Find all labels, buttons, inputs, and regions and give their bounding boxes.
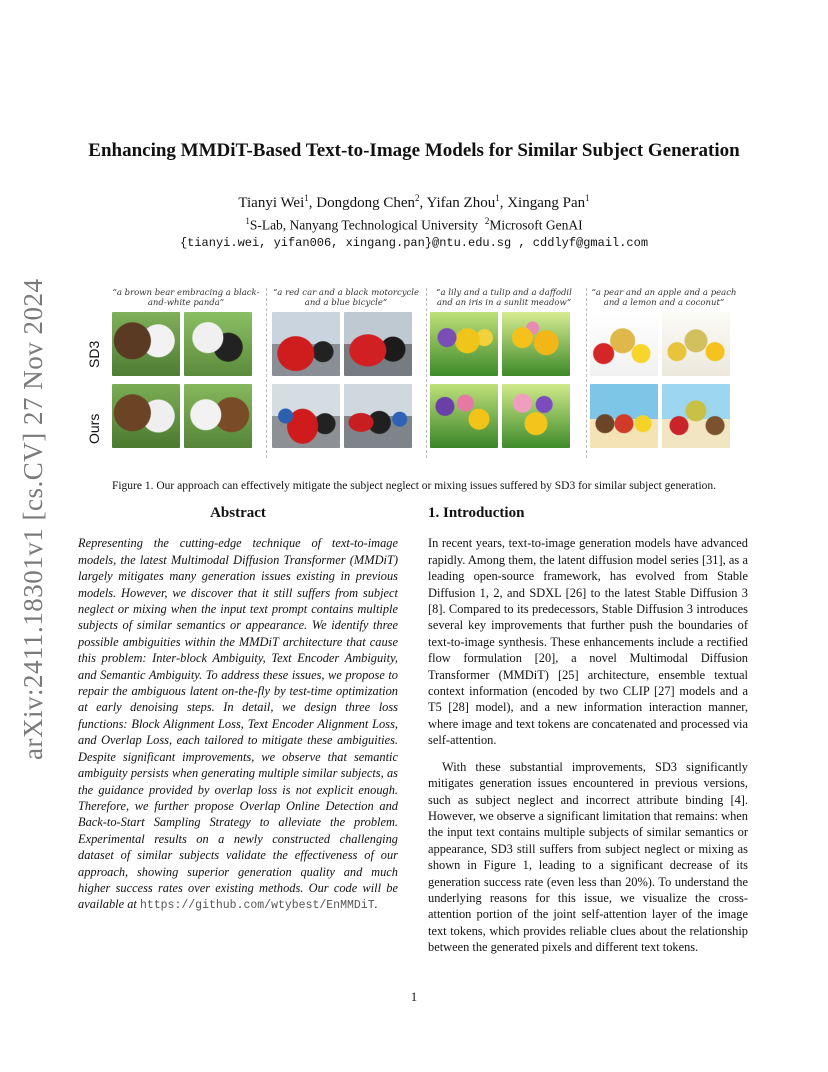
- generated-image: [430, 312, 498, 376]
- prompt-text: “a lily and a tulip and a daffodil and an iris in a sunlit meadow”: [436, 288, 572, 308]
- arxiv-identifier: arXiv:2411.18301v1 [cs.CV] 27 Nov 2024: [18, 278, 48, 760]
- prompt-text: “a brown bear embracing a black-and-white panda”: [112, 288, 260, 308]
- email-list: {tianyi.wei, yifan006, xingang.pan}@ntu.edu.sg , cddlyf@gmail.com: [179, 236, 649, 250]
- abstract-section: [78, 505, 398, 925]
- introduction-section: [428, 505, 748, 966]
- row-label-sd3: SD3: [86, 340, 102, 368]
- abstract-heading: Abstract: [210, 505, 266, 521]
- affiliation: Microsoft GenAI: [489, 217, 583, 233]
- figure-group-flowers: [430, 288, 578, 456]
- figure-caption: Figure 1. Our approach can effectively mitigate the subject neglect or mixing issues suffered by SD3 for similar subject generation.: [111, 480, 717, 492]
- prompt-text: “a red car and a black motorcycle and a blue bicycle”: [272, 288, 420, 308]
- figure-group-fruits: [590, 288, 738, 456]
- row-label-ours: Ours: [86, 413, 102, 444]
- generated-image: [272, 312, 340, 376]
- figure-1: [82, 288, 750, 464]
- figure-divider: [586, 288, 587, 458]
- generated-image: [502, 312, 570, 376]
- paragraph: In recent years, text-to-image generation models have advanced rapidly. Among them, the latent diffusion model series [31], as a leading open-source framework, has evolved from Stable Diffusion 1, 2, and SDXL [26] to the latest Stable Diffusion 3 [8]. Compared to its predecessors, Stable Diffusion 3 introduces several key improvements that further push the boundaries of text-to-image synthesis. These enhancements include a rectified flow formulation [20], a novel Multimodal Diffusion Transformer (MMDiT) [25] architecture, ensemble textual context information (encoded by two CLIP [27] models and a T5 [28] model), and a new information interaction manner, where image and text tokens are concatenated and processed via self-attention.: [428, 536, 748, 748]
- prompt-text: “a pear and an apple and a peach and a lemon and a coconut”: [591, 288, 737, 308]
- generated-image: [112, 384, 180, 448]
- generated-image: [662, 312, 730, 376]
- author-name: Xingang Pan: [507, 195, 586, 211]
- affiliation: S-Lab, Nanyang Technological University: [249, 217, 479, 233]
- generated-image: [590, 384, 658, 448]
- author-name: Yifan Zhou: [426, 195, 496, 211]
- generated-image: [112, 312, 180, 376]
- generated-image: [590, 312, 658, 376]
- figure-divider: [266, 288, 267, 458]
- paper-title: Enhancing MMDiT-Based Text-to-Image Models for Similar Subject Generation: [88, 140, 740, 161]
- generated-image: [272, 384, 340, 448]
- figure-group-bear-panda: [112, 288, 260, 456]
- page-number: 1: [410, 990, 418, 1004]
- generated-image: [430, 384, 498, 448]
- generated-image: [662, 384, 730, 448]
- generated-image: [502, 384, 570, 448]
- generated-image: [344, 384, 412, 448]
- abstract-text: Representing the cutting-edge technique of text-to-image models, the latest Multimodal Diffusion Transformer (MMDiT) largely mitigates many generation issues existing in previous models. However, we discover that it still suffers from subject neglect or mixing when the input text prompt contains multiple subjects of similar semantics or appearance. We identify three possible ambiguities within the MMDiT architecture that cause this problem: Inter-block Ambiguity, Text Encoder Ambiguity, and Semantic Ambiguity. To address these issues, we propose to repair the ambiguous latent on-the-fly by test-time optimization at early denoising steps. In detail, we design three loss functions: Block Alignment Loss, Text Encoder Alignment Loss, and Overlap Loss, each tailored to mitigate these ambiguities. Despite significant improvements, we observe that semantic ambiguity persists when generating multiple similar subjects, as the guidance provided by overlap loss is not explicit enough. Therefore, we further propose Overlap Online Detection and Back-to-Start Sampling Strategy to alleviate the problem. Experimental results on a newly constructed challenging dataset of similar subjects validate the effectiveness of our approach, showing superior generation quality and much higher success rates over existing methods. Our code will be available at https://github.com/wtybest/EnMMDiT.: [78, 536, 398, 913]
- affiliations: $^1$S-Lab, Nanyang Technological University $^2$Microsoft GenAI: [245, 216, 583, 233]
- generated-image: [184, 312, 252, 376]
- author-list: Tianyi Wei$^1$, Dongdong Chen$^2$, Yifan Zhou$^1$, Xingang Pan$^1$: [238, 193, 590, 211]
- author-name: Tianyi Wei: [238, 195, 305, 211]
- generated-image: [184, 384, 252, 448]
- figure-group-vehicles: [272, 288, 420, 456]
- generated-image: [344, 312, 412, 376]
- figure-divider: [426, 288, 427, 458]
- paragraph: With these substantial improvements, SD3 significantly mitigates generation issues encountered in previous versions, such as subject neglect and incorrect attribute binding [4]. However, we observe a significant limitation that remains: when the input text contains multiple subjects of similar semantics or appearance, SD3 still suffers from subject neglect or mixing as shown in Figure 1, leading to a significant decrease of its generation success rate (even less than 20%). To understand the underlying reasons for this issue, we visualize the cross-attention portion of the joint self-attention layer of the image text tokens, which provides reliable clues about the relationship between the generated pixels and different text tokens.: [428, 759, 748, 955]
- introduction-heading: 1. Introduction: [428, 505, 525, 521]
- code-link[interactable]: https://github.com/wtybest/EnMMDiT: [139, 899, 375, 913]
- author-name: Dongdong Chen: [316, 195, 415, 211]
